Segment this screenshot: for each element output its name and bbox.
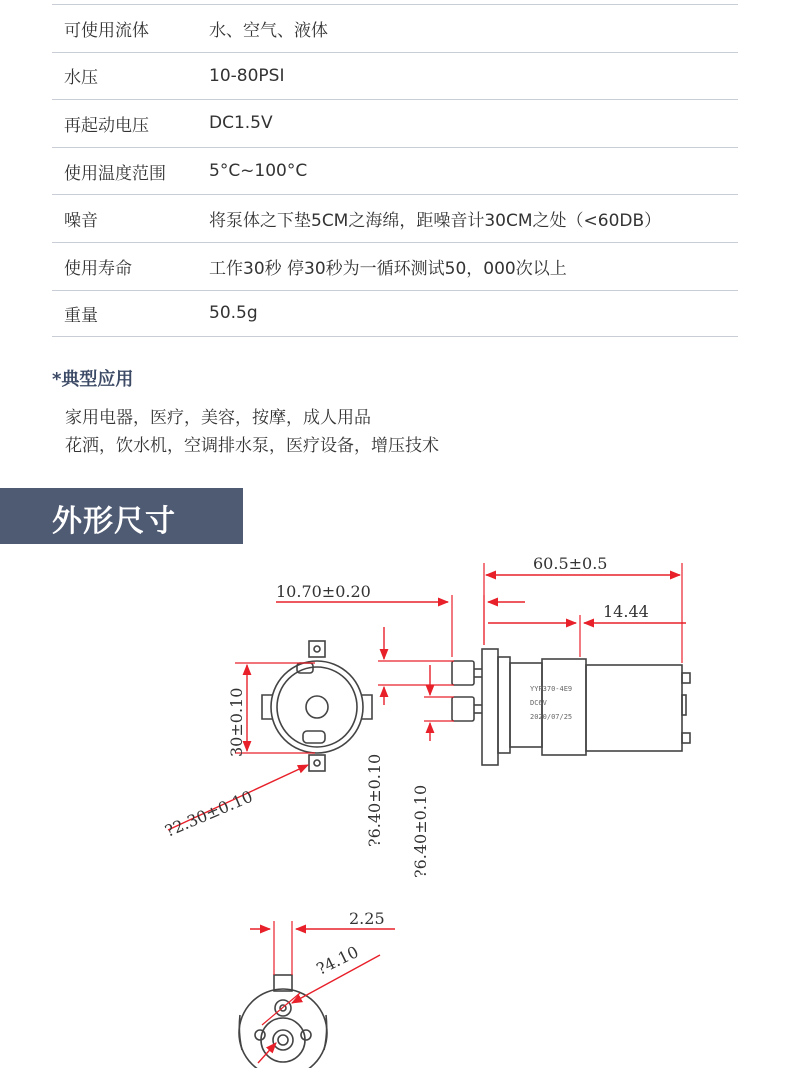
spec-row-lifespan	[52, 242, 738, 290]
motor-model-label: YYP370-4E9	[530, 685, 573, 693]
section-title: 外形尺寸	[52, 504, 176, 539]
spec-key: 使用温度范围	[64, 163, 166, 184]
dim-total-length	[484, 554, 682, 663]
dim-nozzle-dia-2-label: ?6.40±0.10	[411, 784, 430, 878]
motor-voltage-label: DC6V	[530, 699, 547, 707]
spec-value: 50.5g	[209, 303, 258, 324]
dim-shaft-width-label: 2.25	[349, 909, 385, 928]
spec-value: DC1.5V	[209, 113, 273, 134]
section-banner	[0, 488, 243, 544]
spec-key: 重量	[64, 305, 98, 326]
spec-value: 水、空气、液体	[209, 20, 328, 41]
applications-line-2: 花洒，饮水机，空调排水泵，医疗设备，增压技术	[65, 436, 439, 456]
dim-motor-label: 14.44	[603, 602, 649, 621]
spec-key: 噪音	[64, 211, 98, 232]
dim-nozzle-dia	[365, 627, 454, 878]
dimension-drawing	[0, 545, 790, 1068]
motor-date-label: 2020/07/25	[530, 713, 573, 721]
dim-nozzle-dia-1-label: ?6.40±0.10	[365, 753, 384, 847]
dim-motor	[488, 602, 686, 657]
dim-total-length-label: 60.5±0.5	[533, 554, 608, 573]
dim-nozzle-offset-label: 10.70±0.20	[276, 582, 371, 601]
spec-row-restart-voltage	[52, 99, 738, 147]
spec-row-noise	[52, 194, 738, 242]
spec-key: 可使用流体	[64, 20, 149, 41]
spec-value: 工作30秒 停30秒为一循环测试50，000次以上	[209, 258, 567, 279]
spec-row-fluid	[52, 4, 738, 52]
spec-value: 10-80PSI	[209, 65, 285, 86]
dim-nozzle-offset	[276, 582, 525, 657]
dim-hole-label: ?2.30±0.10	[162, 786, 256, 841]
spec-key: 再起动电压	[64, 115, 149, 136]
spec-value: 将泵体之下垫5CM之海绵，距噪音计30CM之处（<60DB）	[209, 211, 662, 232]
spec-value: 5°C~100°C	[209, 161, 308, 182]
shaft-view	[239, 975, 327, 1068]
spec-key: 水压	[64, 68, 98, 89]
side-view	[452, 649, 690, 765]
spec-row-pressure	[52, 52, 738, 100]
spec-row-weight	[52, 290, 738, 338]
dim-hole	[162, 765, 308, 841]
dim-height-label: 30±0.10	[227, 687, 246, 757]
spec-table	[52, 4, 738, 337]
applications-title: *典型应用	[52, 369, 134, 390]
spec-row-temperature	[52, 147, 738, 195]
applications-line-1: 家用电器，医疗，美容，按摩，成人用品	[65, 408, 371, 428]
spec-key: 使用寿命	[64, 258, 132, 279]
dim-shaft-dia-label: ?4.10	[313, 942, 362, 979]
end-view	[262, 641, 372, 771]
